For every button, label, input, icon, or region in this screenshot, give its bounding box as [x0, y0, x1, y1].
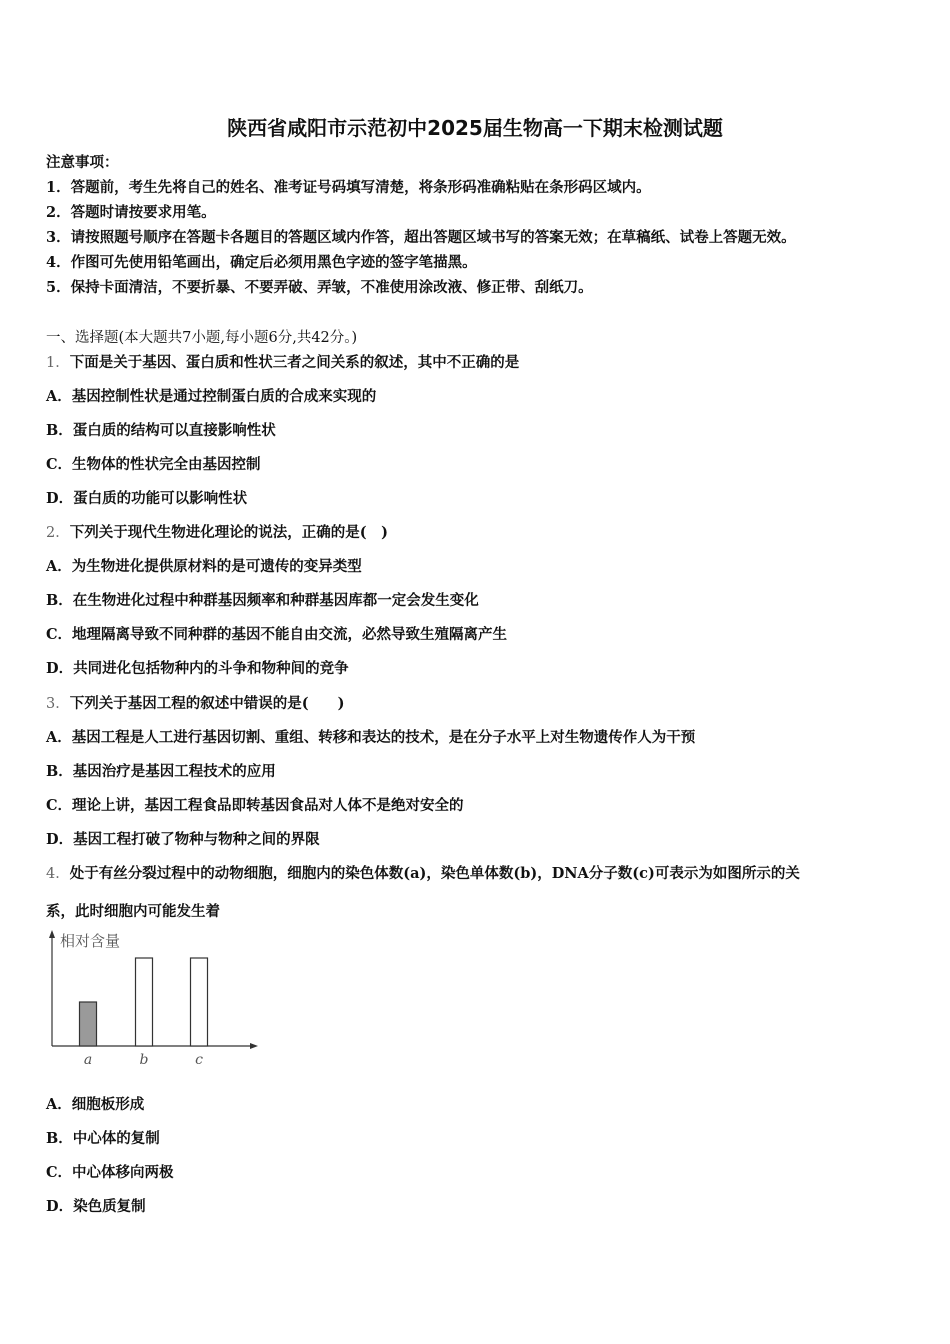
option-text: 在生物进化过程中种群基因频率和种群基因库都一定会发生变化: [72, 592, 479, 609]
notice-heading: 注意事项：: [46, 154, 119, 171]
option-text: 基因控制性状是通过控制蛋白质的合成来实现的: [71, 388, 377, 405]
option-text: 为生物进化提供原材料的是可遗传的变异类型: [71, 558, 362, 575]
x-tick-label-c: c: [195, 1052, 203, 1068]
option-text: 地理隔离导致不同种群的基因不能自由交流，必然导致生殖隔离产生: [72, 626, 508, 643]
option-letter: C．: [46, 1164, 73, 1181]
option-text: 蛋白质的结构可以直接影响性状: [72, 422, 276, 439]
question-stem: 下面是关于基因、蛋白质和性状三者之间关系的叙述，其中不正确的是: [69, 354, 520, 371]
option-letter: C．: [46, 626, 73, 643]
question-stem-continued: 系，此时细胞内可能发生着: [46, 903, 220, 920]
x-axis-arrow-icon: [250, 1043, 258, 1049]
option: [46, 1161, 174, 1182]
x-tick-label-b: b: [139, 1052, 149, 1068]
option-text: 中心体移向两极: [72, 1164, 174, 1181]
option-text: 基因工程打破了物种与物种之间的界限: [73, 831, 320, 848]
option: [46, 385, 376, 406]
option-letter: B．: [46, 422, 73, 439]
option-letter: A．: [46, 729, 72, 746]
question-stem: 下列关于基因工程的叙述中错误的是( ): [69, 695, 345, 712]
question-1: [46, 351, 519, 372]
option-letter: B．: [46, 763, 73, 780]
question-2: [46, 521, 388, 542]
x-tick-label-a: a: [83, 1052, 93, 1068]
y-axis-label: 相对含量: [60, 932, 121, 950]
notice-item: 4．作图可先使用铅笔画出，确定后必须用黑色字迹的签字笔描黑。: [46, 254, 477, 271]
option-letter: D．: [46, 490, 74, 507]
option-text: 染色质复制: [73, 1198, 146, 1215]
option: [46, 828, 320, 849]
bars-group: [80, 958, 208, 1068]
option-letter: A．: [46, 1096, 72, 1113]
question-number: 2．: [46, 525, 70, 541]
option-letter: B．: [46, 592, 73, 609]
notice-item: 1．答题前，考生先将自己的姓名、准考证号码填写清楚，将条形码准确粘贴在条形码区域内。: [46, 179, 651, 196]
option-letter: C．: [46, 456, 73, 473]
option-text: 生物体的性状完全由基因控制: [72, 456, 261, 473]
bar-c: [191, 958, 208, 1046]
bar-a: [80, 1002, 97, 1046]
option-text: 细胞板形成: [71, 1096, 145, 1113]
notice-item: 5．保持卡面清洁，不要折暴、不要弄破、弄皱，不准使用涂改液、修正带、刮纸刀。: [46, 279, 593, 296]
option: [46, 760, 276, 781]
option-letter: B．: [46, 1130, 73, 1147]
option: [46, 555, 362, 576]
option: [46, 1127, 160, 1148]
option: [46, 794, 464, 815]
option: [46, 657, 349, 678]
notice-item: 2．答题时请按要求用笔。: [46, 204, 216, 221]
question-number: 1．: [46, 355, 70, 371]
section-heading: 一、选择题(本大题共7小题,每小题6分,共42分。): [46, 330, 358, 346]
option-text: 共同进化包括物种内的斗争和物种间的竞争: [73, 660, 349, 677]
option-letter: D．: [46, 831, 74, 848]
option: [46, 726, 695, 747]
question-stem: 处于有丝分裂过程中的动物细胞，细胞内的染色体数(a)，染色单体数(b)，DNA分子数(c)可表示为如图所示的关: [69, 865, 800, 882]
bar-chart: [40, 928, 270, 1078]
option-text: 基因工程是人工进行基因切割、重组、转移和表达的技术，是在分子水平上对生物遗传作人为干预: [71, 729, 696, 746]
bar-b: [136, 958, 153, 1046]
option-letter: C．: [46, 797, 73, 814]
question-number: 3．: [46, 696, 70, 712]
option: [46, 487, 247, 508]
option: [46, 623, 507, 644]
option: [46, 453, 261, 474]
option-text: 蛋白质的功能可以影响性状: [73, 490, 248, 507]
option-letter: D．: [46, 1198, 74, 1215]
option-letter: A．: [46, 558, 72, 575]
option: [46, 1093, 144, 1114]
option: [46, 589, 479, 610]
question-4: [46, 862, 800, 883]
option: [46, 1195, 146, 1216]
notice-item: 3．请按照题号顺序在答题卡各题目的答题区域内作答，超出答题区域书写的答案无效；在草稿纸、试卷上答题无效。: [46, 229, 796, 246]
question-number: 4．: [46, 866, 70, 882]
page-title: 陕西省咸阳市示范初中2025届生物高一下期末检测试题: [227, 116, 723, 140]
option: [46, 419, 276, 440]
option-text: 理论上讲，基因工程食品即转基因食品对人体不是绝对安全的: [72, 797, 464, 814]
option-text: 中心体的复制: [72, 1130, 160, 1147]
question-stem: 下列关于现代生物进化理论的说法，正确的是( ): [69, 524, 388, 541]
y-axis-arrow-icon: [49, 930, 55, 938]
option-text: 基因治疗是基因工程技术的应用: [72, 763, 276, 780]
question-3: [46, 692, 344, 713]
option-letter: A．: [46, 388, 72, 405]
option-letter: D．: [46, 660, 74, 677]
